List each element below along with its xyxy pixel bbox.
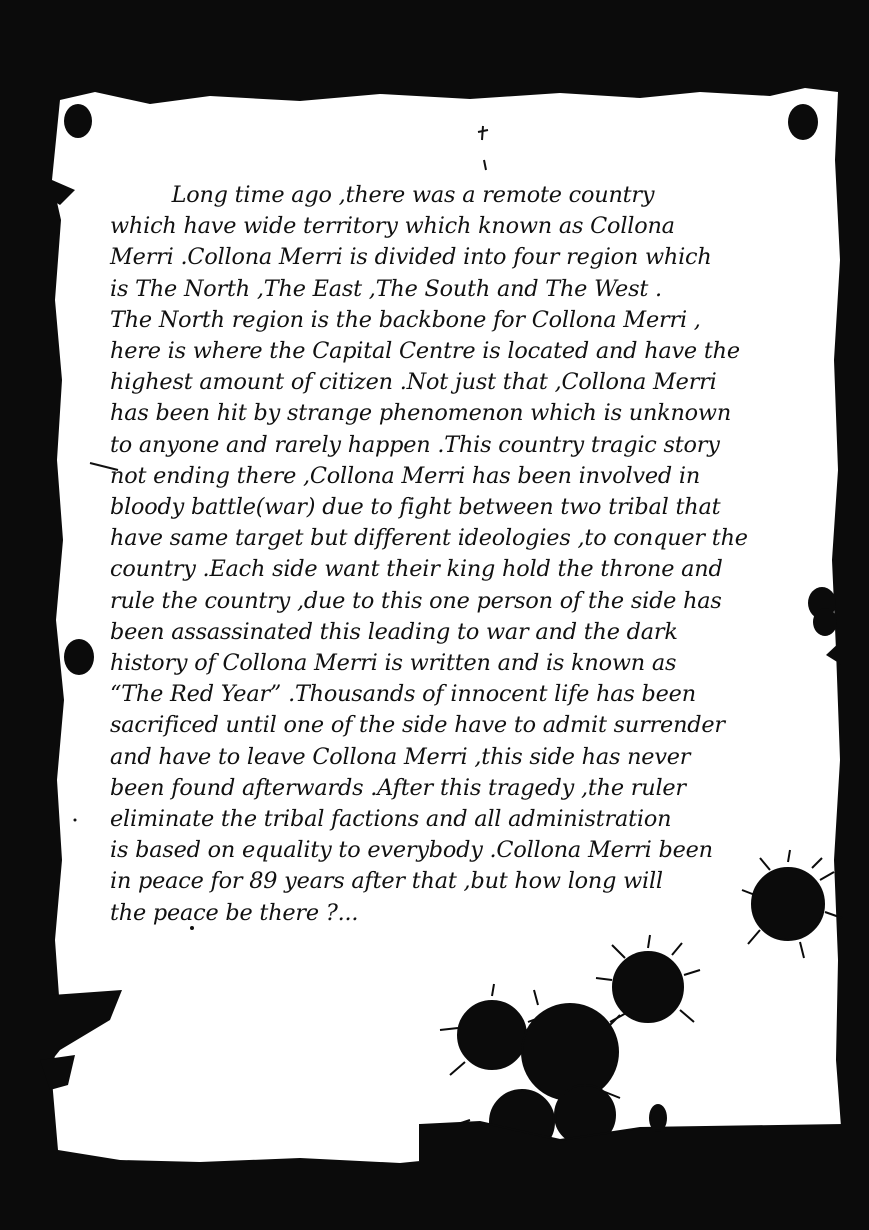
story-line: been found afterwards .After this tragedy ,the ruler	[110, 774, 686, 801]
story-line: have same target but different ideologies ,to conquer the	[110, 525, 748, 552]
story-line: The North region is the backbone for Collona Merri ,	[110, 306, 701, 333]
speck	[74, 819, 77, 822]
story-line: to anyone and rarely happen .This country tragic story	[110, 431, 720, 458]
pin-hole	[64, 639, 94, 675]
pin-hole	[788, 104, 818, 140]
story-line: eliminate the tribal factions and all administration	[110, 806, 672, 833]
story-line: is The North ,The East ,The South and The West .	[110, 275, 662, 302]
story-line: Merri .Collona Merri is divided into four region which	[110, 244, 712, 271]
story-line: here is where the Capital Centre is located and have the	[110, 338, 740, 365]
story-line: country .Each side want their king hold the throne and	[110, 556, 723, 583]
story-line: sacrificed until one of the side have to admit surrender	[110, 712, 725, 739]
story-text	[110, 180, 830, 929]
story-line: highest amount of citizen .Not just that ,Collona Merri	[110, 369, 717, 396]
story-line: Long time ago ,there was a remote country	[171, 182, 655, 208]
story-line: history of Collona Merri is written and is known as	[110, 650, 677, 677]
story-line: “The Red Year” .Thousands of innocent life has been	[110, 681, 696, 708]
story-line: has been hit by strange phenomenon which is unknown	[110, 400, 732, 427]
story-line: in peace for 89 years after that ,but how long will	[110, 868, 663, 895]
story-line: which have wide territory which known as Collona	[110, 213, 675, 240]
story-line: rule the country ,due to this one person of the side has	[110, 587, 722, 614]
story-line: is based on equality to everybody .Collona Merri been	[110, 837, 713, 864]
story-line: bloody battle(war) due to fight between two tribal that	[110, 494, 721, 521]
story-line: the peace be there ?...	[110, 899, 359, 926]
story-line: not ending there ,Collona Merri has been involved in	[110, 462, 701, 489]
story-line: been assassinated this leading to war and the dark	[110, 618, 678, 645]
story-line: and have to leave Collona Merri ,this side has never	[110, 743, 691, 770]
pin-hole	[64, 104, 92, 138]
